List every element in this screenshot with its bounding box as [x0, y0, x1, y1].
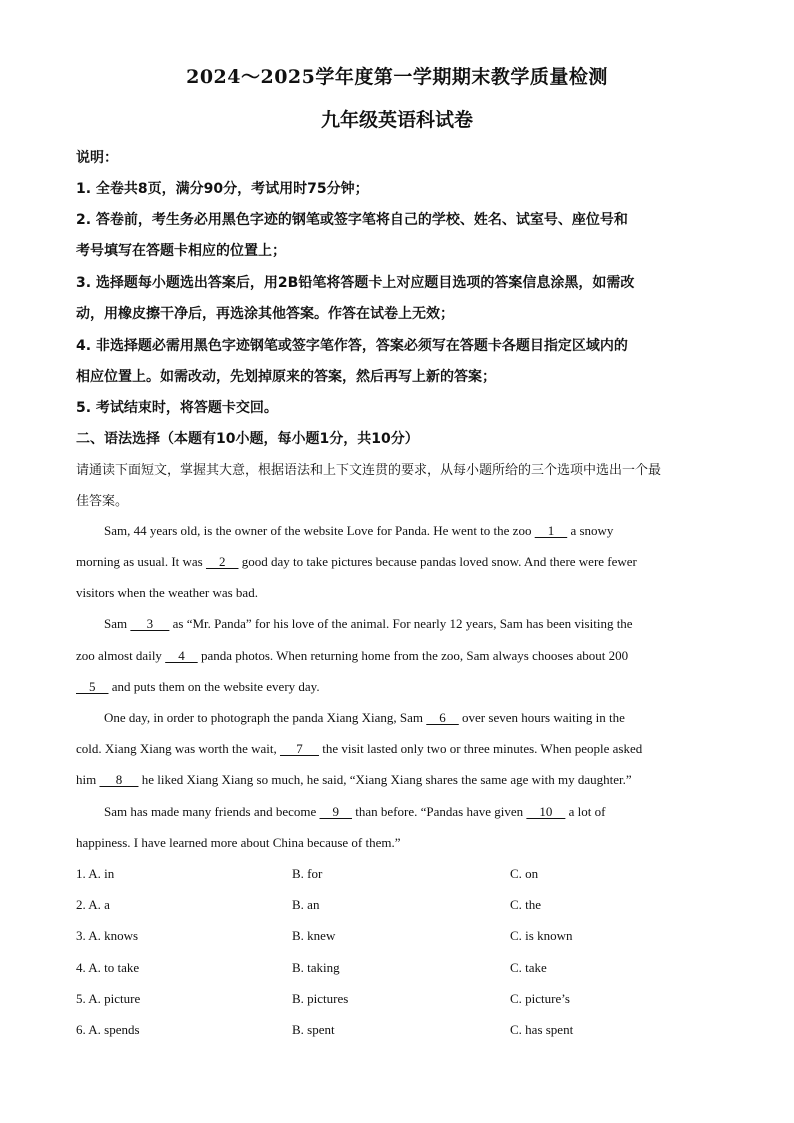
option-4b: B. taking — [292, 960, 340, 975]
option-4a: 4. A. to take — [76, 960, 140, 975]
question-options-5 — [76, 991, 726, 1009]
passage-line-4: Sam 3 as “Mr. Panda” for his love of the animal. For nearly 12 years, Sam has been visiting the — [104, 616, 633, 631]
blank-10: 10 — [526, 804, 566, 819]
option-5a: 5. A. picture — [76, 991, 141, 1006]
exam-subtitle: 九年级英语科试卷 — [320, 109, 473, 131]
question-options-2 — [76, 897, 726, 915]
option-5b: B. pictures — [292, 991, 349, 1006]
passage-line-1: Sam, 44 years old, is the owner of the website Love for Panda. He went to the zoo 1 a snowy — [104, 523, 614, 538]
option-5c: C. picture’s — [510, 991, 570, 1006]
instruction-line-8: 5. 考试结束时，将答题卡交回。 — [76, 400, 278, 416]
option-1b: B. for — [292, 866, 323, 881]
question-options-1 — [76, 866, 726, 884]
question-options-3 — [76, 928, 726, 946]
instruction-line-2: 2. 答卷前，考生务必用黑色字迹的钢笔或签字笔将自己的学校、姓名、试室号、座位号和 — [76, 212, 628, 228]
passage-line-11: happiness. I have learned more about China because of them.” — [76, 835, 401, 850]
passage-line-3: visitors when the weather was bad. — [76, 585, 258, 600]
option-3a: 3. A. knows — [76, 928, 139, 943]
blank-3: 3 — [130, 616, 170, 631]
instruction-line-3: 考号填写在答题卡相应的位置上； — [76, 243, 286, 259]
option-2c: C. the — [510, 897, 542, 912]
instruction-line-4: 3. 选择题每小题选出答案后，用2B铅笔将答题卡上对应题目选项的答案信息涂黑，如需改 — [76, 275, 635, 291]
blank-5: 5 — [76, 679, 109, 694]
option-6b: B. spent — [292, 1022, 335, 1037]
blank-9: 9 — [319, 804, 353, 819]
section-direction-line-1: 请通读下面短文，掌握其大意，根据语法和上下文连贯的要求，从每小题所给的三个选项中选出一个最 — [76, 463, 662, 478]
blank-6: 6 — [426, 710, 459, 725]
option-2a: 2. A. a — [76, 897, 110, 912]
section-direction-line-2: 佳答案。 — [76, 494, 129, 509]
blank-8: 8 — [99, 772, 139, 787]
passage-line-8: cold. Xiang Xiang was worth the wait, 7 the visit lasted only two or three minutes. When people asked — [76, 741, 643, 756]
blank-1: 1 — [534, 523, 568, 538]
option-3b: B. knew — [292, 928, 336, 943]
option-1c: C. on — [510, 866, 539, 881]
option-2b: B. an — [292, 897, 320, 912]
section-title: 二、语法选择（本题有10小题，每小题1分，共10分） — [76, 431, 419, 447]
instruction-line-6: 4. 非选择题必需用黑色字迹钢笔或签字笔作答，答案必须写在答题卡各题目指定区域内的 — [76, 338, 628, 354]
passage-line-10: Sam has made many friends and become 9 than before. “Pandas have given 10 a lot of — [104, 804, 606, 819]
exam-title: 2024～2025学年度第一学期期末教学质量检测 — [186, 66, 608, 88]
blank-2: 2 — [205, 554, 239, 569]
instructions-heading: 说明： — [76, 150, 118, 166]
passage-line-9: him 8 he liked Xiang Xiang so much, he said, “Xiang Xiang shares the same age with my daughter.” — [76, 772, 632, 787]
passage-line-7: One day, in order to photograph the panda Xiang Xiang, Sam 6 over seven hours waiting in the — [104, 710, 625, 725]
question-options-4 — [76, 960, 726, 978]
instruction-line-5: 动，用橡皮擦干净后，再选涂其他答案。作答在试卷上无效； — [76, 306, 454, 322]
instruction-line-7: 相应位置上。如需改动，先划掉原来的答案，然后再写上新的答案； — [76, 369, 496, 385]
question-options-6 — [76, 1022, 726, 1040]
option-6a: 6. A. spends — [76, 1022, 140, 1037]
option-3c: C. is known — [510, 928, 573, 943]
passage-line-2: morning as usual. It was 2 good day to take pictures because pandas loved snow. And there were fewer — [76, 554, 637, 569]
passage-line-6: 5 and puts them on the website every day. — [76, 679, 320, 694]
instruction-line-1: 1. 全卷共8页，满分90分，考试用时75分钟； — [76, 181, 369, 197]
option-1a: 1. A. in — [76, 866, 115, 881]
blank-4: 4 — [165, 648, 198, 663]
blank-7: 7 — [279, 741, 319, 756]
option-6c: C. has spent — [510, 1022, 574, 1037]
passage-line-5: zoo almost daily 4 panda photos. When returning home from the zoo, Sam always chooses about 200 — [76, 648, 629, 663]
option-4c: C. take — [510, 960, 547, 975]
